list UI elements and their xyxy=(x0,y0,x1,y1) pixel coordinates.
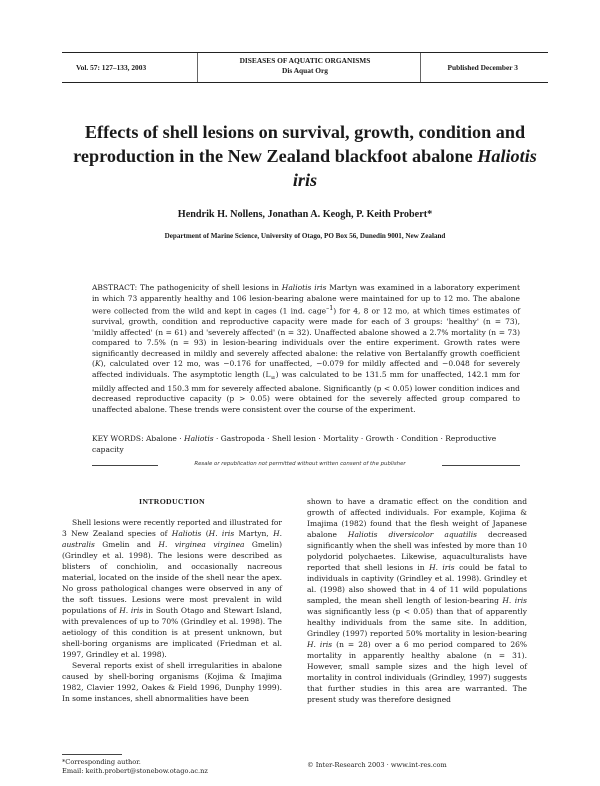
text: Gmelin) (Grindley et al. 1998). The lesions were described as blisters of conchiolin, and occasionally nacreous material, located on the inside of the shell near the apex. No gross pathological changes were observed in any of the soft tissues. Lesions were most prevalent in wild populations of xyxy=(62,540,282,615)
species: H. virginea virginea xyxy=(158,540,245,549)
abstract-text: ), calculated over 12 mo, was −0.176 for unaffected, −0.079 for mildly affected and −0.048 for severely affected individuals. The asymptotic length (L xyxy=(92,359,520,379)
left-column xyxy=(62,496,282,704)
volume-info: Vol. 57: 127–133, 2003 xyxy=(76,63,147,72)
keywords-species: Haliotis xyxy=(184,434,214,443)
abstract-species: Haliotis iris xyxy=(281,283,327,292)
title-text: Effects of shell lesions on survival, growth, condition and reproduction in the New Zealand blackfoot abalone xyxy=(73,122,526,166)
footnote-email: Email: keith.probert@stonebow.otago.ac.nz xyxy=(62,767,208,775)
copyright: © Inter-Research 2003 · www.int-res.com xyxy=(307,761,447,769)
species: H. iris xyxy=(119,606,144,615)
species: H. iris xyxy=(208,529,235,538)
abstract-text: ) was calculated to be 131.5 mm for unaffected, 142.1 mm for mildly affected and 150.3 mm for severely affected abalone. Significantly (p < 0.05) lower condition indices and decreased reproductive capacity (p > 0.05) were obtained for the severely affected group compared to unaffected abalone. These trends were consistent over the course of the experiment. xyxy=(92,369,520,414)
keywords xyxy=(92,434,520,455)
text: in South Otago and Stewart Island, with prevalences of up to 70% (Grindley et al. 1998). The aetiology of this condition is at present unknown, but shell-boring organisms are implicated (Friedman et al. 1997, Grindley et al. 1998). xyxy=(62,606,282,659)
species: H. iris xyxy=(307,640,333,649)
publication-date: Published December 3 xyxy=(447,63,518,72)
abstract xyxy=(92,283,520,415)
journal-name: DISEASES OF AQUATIC ORGANISMS xyxy=(239,56,371,65)
text: (n = 28) over a 6 mo period compared to 26% mortality in apparently healthy abalone (n = 31). However, small sample sizes and the high level of mortality in control individuals (Grindley, 1997) suggests that further studies in this area are warranted. The present study was therefore designed xyxy=(307,640,528,704)
abstract-label: ABSTRACT: xyxy=(92,283,138,292)
species: Haliotis diversicolor aquatilis xyxy=(347,530,477,539)
footnote xyxy=(62,758,292,776)
species: Haliotis xyxy=(171,529,202,538)
text: Gmelin and xyxy=(94,540,159,549)
affiliation: Department of Marine Science, University of Otago, PO Box 56, Dunedin 9001, New Zealand xyxy=(164,232,446,240)
article-title xyxy=(60,120,550,192)
journal-abbrev: Dis Aquat Org xyxy=(282,66,328,75)
paragraph xyxy=(62,517,282,660)
header-divider xyxy=(420,53,421,82)
text: was significantly less (p < 0.05) than that of apparently healthy individuals from the same site. In addition, Grindley (1997) reported 50% mortality in lesion-bearing xyxy=(307,607,527,638)
text: could be fatal to individuals in captivity (Grindley et al. 1998). Grindley et al. (1998) also showed that in 4 of 11 wild populations sampled, the mean shell length of lesion-bearing xyxy=(307,563,528,605)
keywords-label: KEY WORDS: xyxy=(92,434,144,443)
species: H. australis xyxy=(62,529,282,549)
right-column xyxy=(307,496,527,705)
abstract-text: Martyn was examined in a laboratory experiment in which 73 apparently healthy and 106 lesion-bearing abalone were maintained for up to 12 mo. The abalone were collected from the wild and kept in cages (1 ind. cage xyxy=(92,283,521,316)
paragraph: Several reports exist of shell irregularities in abalone caused by shell-boring organisms (Kojima & Imajima 1982, Clavier 1992, Oakes & Field 1996, Dunphy 1999). In some instances, shell abnormalities have been xyxy=(62,661,282,703)
author-list: Hendrik H. Nollens, Jonathan A. Keogh, P. Keith Probert* xyxy=(177,209,433,220)
section-heading: INTRODUCTION xyxy=(139,497,205,506)
species: H. iris xyxy=(502,596,528,605)
abstract-text: ) for 4, 8 or 12 mo, at which times estimates of survival, growth, condition and reproductive capacity were made for each of 3 groups: 'healthy' (n = 73), 'mildly affected' (n = 61) and 'severely affected' (n = 32). Unaffected abalone showed a 2.7% mortality (n = 73) compared to 7.5% (n = 93) in lesion-bearing individuals over the entire experiment. Growth rates were significantly decreased in mildly and severely affected abalone: the relative von Bertalanffy growth coefficient ( xyxy=(92,306,521,368)
footnote-corresponding: *Corresponding author. xyxy=(62,758,141,766)
paragraph xyxy=(307,496,527,705)
species: H. iris xyxy=(429,563,455,572)
footnote-rule xyxy=(62,754,122,755)
notice-rule xyxy=(92,465,158,466)
abstract-subscript: ∞ xyxy=(270,374,276,381)
text: Martyn, xyxy=(234,529,274,538)
abstract-superscript: –1 xyxy=(326,305,334,312)
abstract-text: The pathogenicity of shell lesions in xyxy=(137,283,282,292)
text: ( xyxy=(201,529,209,538)
journal-header xyxy=(62,52,548,83)
text: decreased significantly when the shell was infested by more than 10 polydorid polychaetes. Likewise, aquaculturalists have reported that shell lesions in xyxy=(307,530,527,572)
reproduction-notice: Resale or republication not permitted without written consent of the publisher xyxy=(194,461,406,467)
keywords-text: Abalone · xyxy=(143,434,185,443)
keywords-text: · Gastropoda · Shell lesion · Mortality · Growth · Condition · Reproductive capacity xyxy=(92,434,497,454)
text: shown to have a dramatic effect on the condition and growth of affected individuals. For example, Kojima & Imajima (1982) found that the flesh weight of Japanese abalone xyxy=(307,497,527,539)
abstract-symbol: K xyxy=(94,359,101,368)
text: Shell lesions were recently reported and illustrated for 3 New Zealand species of xyxy=(62,518,282,538)
notice-rule xyxy=(442,465,520,466)
title-species: Haliotis iris xyxy=(292,146,537,190)
